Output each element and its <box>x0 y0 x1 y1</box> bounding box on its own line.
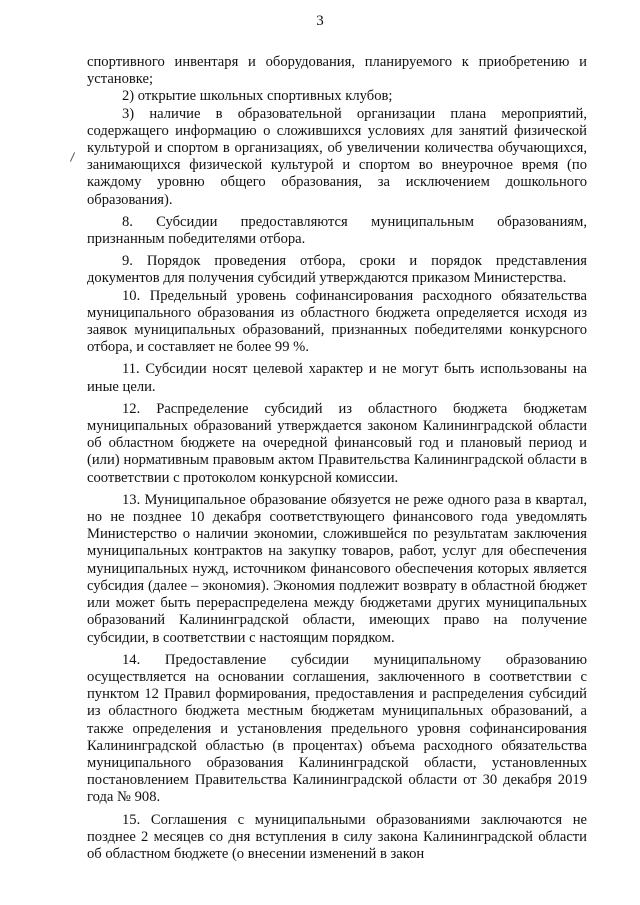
paragraph-14: 14. Предоставление субсидии муниципальному образованию осуществляется на основании соглашения, заключенного в соответствии с пунктом 12 Правил формирования, предоставления и распределения субсидий из областного бюджета местным бюджетам муниципальных образований, а также определения и установления предельного уровня софинансирования Калининградской областью (в процентах) объема расходного обязательства муниципального образования Калининградской области, установленных постановлением Правительства Калининградской области от 30 декабря 2019 года № 908. <box>87 651 587 806</box>
paragraph-15: 15. Соглашения с муниципальными образованиями заключаются не позднее 2 месяцев со дня вступления в силу закона Калининградской области об областном бюджете (о внесении изменений в закон <box>87 811 587 862</box>
page-number: 3 <box>316 13 324 29</box>
paragraph-item-3: 3) наличие в образовательной организации плана мероприятий, содержащего информацию о сложившихся условиях для занятий физической культурой и спортом в организациях, об увеличении количества обучающихся, занимающихся физической культурой и спортом во внеурочное время (по каждому уровню общего образования, за исключением дошкольного образования). <box>87 105 587 208</box>
paragraph-item-2: 2) открытие школьных спортивных клубов; <box>122 88 393 105</box>
paragraph-8: 8. Субсидии предоставляются муниципальным образованиям, признанным победителями отбора. <box>87 213 587 248</box>
paragraph-11: 11. Субсидии носят целевой характер и не могут быть использованы на иные цели. <box>87 361 587 395</box>
paragraph-continuation: спортивного инвентаря и оборудования, планируемого к приобретению и установке; <box>87 54 587 88</box>
paragraph-10: 10. Предельный уровень софинансирования расходного обязательства муниципального образования из областного бюджета определяется исходя из заявок муниципальных образований, признанных победителями конкурсного отбора, и составляет не более 99 %. <box>87 287 587 356</box>
margin-mark <box>70 152 75 161</box>
paragraph-9: 9. Порядок проведения отбора, сроки и порядок представления документов для получения субсидий утверждаются приказом Министерства. <box>87 253 587 287</box>
document-body <box>87 54 587 863</box>
paragraph-12: 12. Распределение субсидий из областного бюджета бюджетам муниципальных образований утверждается законом Калининградской области об областном бюджете на очередной финансовый год и плановый период и (или) нормативным правовым актом Правительства Калининградской области в соответствии с протоколом конкурсной комиссии. <box>87 400 587 486</box>
paragraph-13: 13. Муниципальное образование обязуется не реже одного раза в квартал, но не позднее 10 декабря соответствующего финансового года уведомлять Министерство о наличии экономии, сложившейся по результатам заключения муниципальных контрактов на закупку товаров, работ, услуг для обеспечения муниципальных нужд, источником финансового обеспечения которых является субсидия (далее – экономия). Экономия подлежит возврату в областной бюджет или может быть перераспределена между бюджетами других муниципальных образований Калининградской области, имеющих право на получение субсидии, в соответствии с настоящим порядком. <box>87 491 587 646</box>
